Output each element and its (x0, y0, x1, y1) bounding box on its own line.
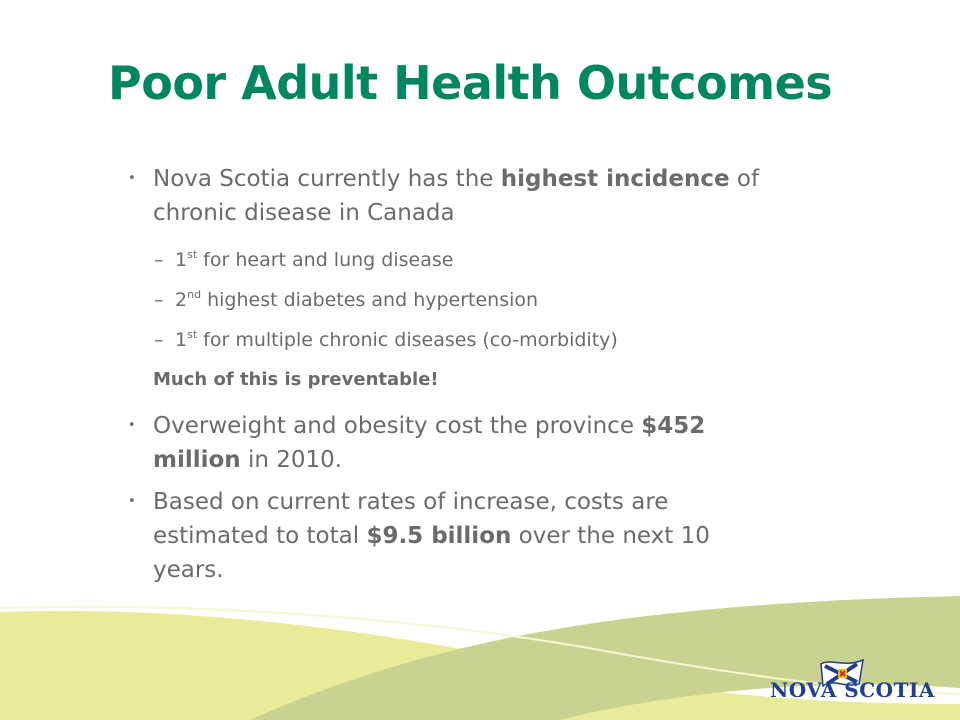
dash: – (154, 329, 164, 351)
bullet-dot: • (128, 494, 136, 509)
bullet-chronic-disease (128, 162, 828, 230)
dash: – (154, 249, 164, 271)
sub-bullet-text: 1st for heart and lung disease (175, 248, 454, 271)
bullet-dot: • (128, 418, 136, 433)
sub-bullet-text: 2nd highest diabetes and hypertension (175, 288, 539, 311)
bullet-text: Based on current rates of increase, costs are estimated to total $9.5 billion over the next 10 years. (153, 489, 710, 583)
logo-wordmark: NOVA SCOTIA (770, 678, 935, 702)
sub-bullet-comorbidity (154, 327, 828, 353)
dash: – (154, 289, 164, 311)
slide-title: Poor Adult Health Outcomes (108, 56, 833, 110)
bullet-obesity-cost (128, 409, 828, 477)
sub-bullet-text: 1st for multiple chronic diseases (co-morbidity) (175, 328, 618, 351)
preventable-note: Much of this is preventable! (153, 369, 439, 390)
bullet-text: Overweight and obesity cost the province $452 million in 2010. (153, 413, 706, 473)
bullet-dot: • (128, 171, 136, 186)
sub-bullet-heart-lung (154, 247, 828, 273)
nova-scotia-logo (770, 658, 935, 708)
bullet-projected-cost (128, 485, 828, 587)
slide-body (128, 162, 828, 587)
sub-bullet-diabetes (154, 287, 828, 313)
bullet-text: Nova Scotia currently has the highest incidence of chronic disease in Canada (153, 166, 760, 226)
